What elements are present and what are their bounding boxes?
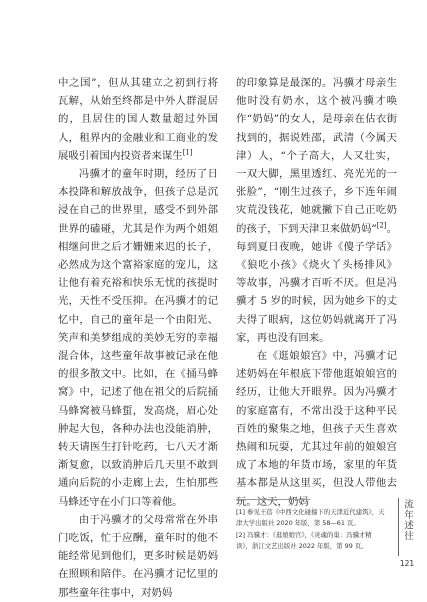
page-number: 121 (399, 559, 415, 568)
paragraph-text: 中之国”，但从其建立之初到行将瓦解，从始至终都是中外人群混居的，且居住的国人数量超过外国人，租界内的金融业和工商业的发展吸引着国内投资者来谋生 (58, 77, 218, 162)
paragraph: 在《逛娘娘宫》中，冯骥才记述奶妈在年根底下带他逛娘娘宫的经历，让他大开眼界。因为冯骥才的家庭富有，不常出没于这种平民百姓的聚集之地，但孩子天生喜欢热闹和玩耍，尤其过年前的娘娘宫成了本地的年货市场，家里的年货基本都是从这里买，但没人带他去玩。这天，奶妈 (236, 350, 397, 508)
paragraph (58, 74, 218, 165)
footnote: [2] 冯骥才：《逛娘娘宫》，《灵魂的巢：冯骥才精读》，浙江文艺出版社 2022 年版，第 99 页。 (236, 531, 372, 550)
paragraph: 冯骥才的童年时期，经历了日本投降和解放战争，但孩子总是沉浸在自己的世界里，感受不到外部世界的磕碰，尤其是作为两个姐姐相继问世之后才姗姗来迟的长子，必然成为这个富裕家庭的宠儿，这让他有着充裕和快乐无忧的孩提时光，天性不受压抑。在冯骥才的记忆中，自己的童年是一个由阳光、笑声和美梦组成的美妙无穷的幸福混合体，这些童年故事被记录在他的很多散文中。比如，在《捅马蜂窝》中，记述了他在祖父的后院捅马蜂窝被马蜂蜇，发高烧，眉心处肿起大包，各种办法也没能消肿，转天请医生打针吃药，七八天才渐渐复愈，以致消肿后几天里不敢到通向后院的小走廊上去，生怕那些马蜂还守在小门口等着他。 (58, 168, 218, 508)
paragraph-text: 。每到夏日夜晚，她讲《傻子学话》《狼吃小孩》《烧火丫头杨排风》等故事，冯骥才百听不厌。但是冯骥才 5 岁的时候，因为她乡下的丈夫得了眼病，这位奶妈就离开了冯家，再也没有回来。 (236, 222, 398, 344)
paragraph (236, 74, 397, 347)
footnote-divider (236, 499, 310, 500)
footnotes (236, 507, 386, 553)
footnote-ref: [2] (376, 221, 387, 230)
section-divider (398, 498, 399, 556)
paragraph-text: 的印象算是最深的。冯骥才母亲生他时没有奶水，这个被冯骥才唤作“奶妈”的女人，是母亲在估衣街找到的，据说姓邵，武清（今属天津）人，“个子高大，人又壮实，一双大脚，黑里透红、亮光光的一张脸”，“刚生过孩子，乡下连年闹灾荒没钱花，她就撇下自己正吃奶的孩子，下到天津卫来做奶妈” (236, 77, 397, 235)
footnote: [1] 参见王蓓《中西文化碰撞下的天津近代建筑》，天津大学出版社 2020 年版，第 58—61 页。 (236, 508, 385, 527)
footnote-ref: [1] (182, 148, 193, 157)
left-column (58, 74, 218, 602)
right-column (236, 74, 397, 511)
section-label: 流年述往 (402, 499, 413, 541)
paragraph: 由于冯骥才的父母常常在外串门吃饭，忙于应酬，童年时的他不能经常见到他们，更多时候是奶妈在照顾和陪伴。在冯骥才记忆里的那些童年往事中，对奶妈 (58, 513, 218, 599)
